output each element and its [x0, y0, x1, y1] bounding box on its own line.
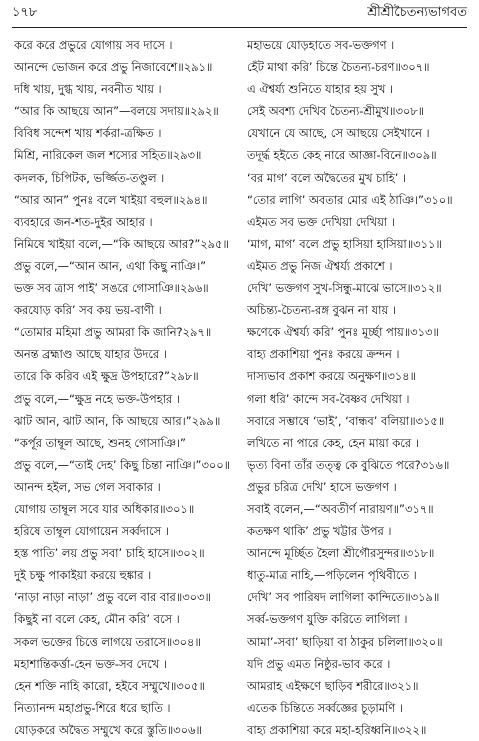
verse-line: করে করে প্রভুরে যোগায় সব দাসে । — [14, 38, 173, 52]
verse-line: মহাশান্তিকর্ত্তা-হেন ভক্ত-সব দেখে । — [14, 656, 167, 671]
verse-line: এতেক চিন্তিতে সর্ব্বজ্ঞের চূড়ামণি । — [247, 700, 403, 715]
verse-line: যোড়করে অদ্বৈত সম্মুখে করে স্তুতি॥৩০৬॥ — [14, 722, 202, 737]
verse-line: ‘মাগ, মাগ’ বলে প্রভু হাসিয়া হাসিয়া॥৩১১॥ — [247, 236, 442, 251]
verse-line: নিমিষে খাইয়া বলে,—“কি আছয়ে আর?”২৯৫॥ — [14, 236, 229, 251]
verse-line: মিশ্রি, নারিকেল জল শস্যের সহিত॥২৯৩॥ — [14, 148, 202, 163]
verse-line: সেই অবশ্য দেখিব চৈতন্য-শ্রীমুখ॥৩০৮॥ — [247, 104, 425, 119]
verse-line: দধি খায়, দুগ্ধ খায়, নবনীত খায় । — [14, 82, 162, 97]
verse-line: ক্ষণেকে ঐশ্বর্য্য করি’ পুনঃ মূর্চ্ছা পায়॥৩১৩॥ — [247, 325, 439, 340]
verse-line: কতক্ষণ থাকি’ প্রভু খট্টার উপর । — [247, 524, 392, 539]
verse-line: অনন্ত ব্রহ্মাণ্ড আছে যাহার উদরে । — [14, 347, 167, 362]
verse-line: এইমত সব ভক্ত দেখিয়া দেখিয়া । — [247, 214, 395, 229]
verse-line: এইমত প্রভু নিজ ঐশ্বর্য্য প্রকাশে । — [247, 258, 393, 273]
verse-line: “তোমার মহিমা প্রভু আমরা কি জানি?২৯৭॥ — [14, 325, 212, 340]
verse-line: কদলক, চিপিটক, ভর্জ্জিত-তণ্ডুল । — [14, 170, 165, 185]
verse-line: যোগায় তাম্বূল সবে যার অধিকার॥৩০১॥ — [14, 501, 195, 516]
verse-line: “আর কি আছয়ে আন”—বলয়ে সদায়॥২৯২॥ — [14, 104, 219, 119]
verse-line: সকল ভক্তের চিত্তে লাগয়ে তরাসে॥৩০৪॥ — [14, 634, 201, 649]
verse-line: যেখানে যে আছে, সে আছয়ে সেইখানে । — [247, 126, 430, 141]
verse-line: হেন শক্তি নাহি কারো, হইবে সম্মুখে॥৩০৫॥ — [14, 678, 205, 693]
verse-line: লখিতে না পারে কেহ, হেন মায়া করে । — [247, 435, 419, 450]
verse-line: করযোড় করি’ সব কয় ভয়-বাণী । — [14, 303, 162, 318]
verse-line: প্রভু বলে,—“আন আন, এথা কিছু নাঞি।” — [14, 258, 207, 273]
verse-line: ‘বর মাগ’ বলে অদ্বৈতের মুখ চাহি’ । — [247, 170, 407, 185]
verse-line: দেখি’ ভক্তগণ সুখ-সিন্ধু-মাঝে ভাসে॥৩১২॥ — [247, 281, 442, 296]
verse-line: প্রভুর চরিত্র দেখি’ হাসে ভক্তগণ । — [247, 479, 397, 494]
verse-line: মহাভয়ে যোড়হাতে সব-ভক্তগণ । — [247, 38, 395, 52]
verse-line: তদূর্দ্ধ হইতে কেহ নারে আজ্ঞা-বিনে॥৩০৯॥ — [247, 148, 437, 163]
verse-line: “আর আন” পুনঃ বলে খাইয়া বহুল॥২৯৪॥ — [14, 192, 208, 207]
verse-line: দেখি’ সব পারিষদ লাগিলা কান্দিতে॥৩১৯॥ — [247, 590, 440, 605]
page-header — [12, 3, 467, 23]
verse-line: ধাতু-মাত্র নাহি,—পড়িলেন পৃথিবীতে । — [247, 568, 417, 583]
verse-line: আমা’-সবা’ ছাড়িয়া বা ঠাকুর চলিলা॥৩২০॥ — [247, 634, 443, 649]
verse-line: ভক্ত সব ত্রাস পাই’ সঙরে গোসাঞি॥২৯৬॥ — [14, 281, 209, 296]
verse-line: প্রভু বলে,—“তাই দেহ’ কিছু চিন্তা নাঞি।”৩০০॥ — [14, 457, 231, 472]
verse-line: প্রভু বলে,—“ক্ষুদ্র নহে ভক্ত-উপহার । — [14, 391, 180, 406]
verse-line: নিত্যানন্দ মহাপ্রভু-শিরে ধরে ছাতি । — [14, 700, 171, 715]
verse-line: “কর্পূর তাম্বূল আছে, শুনহ গোসাঞি।” — [14, 435, 186, 450]
verse-line: বাহ্য প্রকাশিয়া করে মহা-হরিধ্বনি॥৩২২॥ — [247, 722, 427, 737]
verse-line: ভৃত্য বিনা তাঁর তত্ত্ব কে বুঝিতে পরে?৩১৬॥ — [247, 457, 450, 472]
verse-line: দুই চক্ষু পাকাইয়া করয়ে হুঙ্কার । — [14, 568, 152, 583]
verse-line: ঝাট আন, ঝাট আন, কি আছয়ে আর।”২৯৯॥ — [14, 413, 221, 428]
verse-line: “তোর লাগি’ অবতার মোর এই ঠাঞি।”৩১০॥ — [247, 192, 453, 207]
verse-line: বাহ্য প্রকাশিয়া পুনঃ করয়ে ক্রন্দন । — [247, 347, 400, 362]
verse-line: ব্যবহারে জন-শত-দুইর আহার । — [14, 214, 153, 229]
verse-line: সবাই বলেন,—“অবতীর্ণ নারায়ণ॥”৩১৭॥ — [247, 501, 434, 516]
verse-line: ‘নাড়া নাড়া নাড়া’ প্রভু বলে বার বার॥৩০৩॥ — [14, 590, 211, 605]
header-rule — [12, 27, 467, 28]
verse-line: আনন্দে মূর্চ্ছিত হৈলা শ্রীগৌরসুন্দর॥৩১৮॥ — [247, 546, 435, 561]
verse-line: হরিষে তাম্বূল যোগায়েন সর্ব্বদাসে । — [14, 524, 169, 539]
page-number: ১৭৮ — [12, 4, 38, 20]
verse-line: আমরাহ এইক্ষণে ছাড়িব শরীরে॥৩২১॥ — [247, 678, 419, 693]
verse-line: আনন্দ হইল, সভ গেল সবাকার । — [14, 479, 161, 494]
verse-line: তারে কি করিব এই ক্ষুদ্র উপহারে?”২৯৮॥ — [14, 369, 199, 384]
verse-line: হস্ত পাতি’ লয় প্রভু সবা’ চাহি হাসে॥৩০২॥ — [14, 546, 205, 561]
left-verse-column — [14, 34, 236, 741]
verse-line: কিছুই না বলে কেহ, মৌন করি’ বসে । — [14, 612, 180, 627]
verse-line: যদি প্রভু এমত নিষ্ঠুর-ভাব করে । — [247, 656, 391, 671]
verse-line: গলা ধরি’ কান্দে সব-বৈষ্ণব দেখিয়া । — [247, 391, 410, 406]
verse-line: আনন্দে ভোজন করে প্রভু নিজাবেশে॥২৯১॥ — [14, 60, 213, 75]
verse-line: হেঁট মাথা করি’ চিন্তে চৈতন্য-চরণ॥৩০৭॥ — [247, 60, 430, 75]
verse-line: সবারে সম্ভাষে ‘ভাই’, ‘বান্ধব’ বলিয়া॥৩১৫॥ — [247, 413, 445, 428]
verse-line: সর্ব্ব-ভক্তগণ যুক্তি করিতে লাগিলা । — [247, 612, 408, 627]
right-verse-column — [247, 34, 469, 741]
verse-line: বিবিধ সন্দেশ খায় শর্করা-ত্রক্ষিত । — [14, 126, 162, 141]
verse-line: অচিন্ত্য-চৈতন্য-রঙ্গ বুঝন না যায় । — [247, 303, 396, 318]
running-title: শ্রীশ্রীচৈতন্যভাগবত — [367, 4, 467, 20]
verse-line: এ ঐশ্বর্য্য শুনিতে যাহার হয় সুখ । — [247, 82, 394, 97]
verse-line: দাস্যভাব প্রকাশ করয়ে অনুক্ষণ॥৩১৪॥ — [247, 369, 416, 384]
